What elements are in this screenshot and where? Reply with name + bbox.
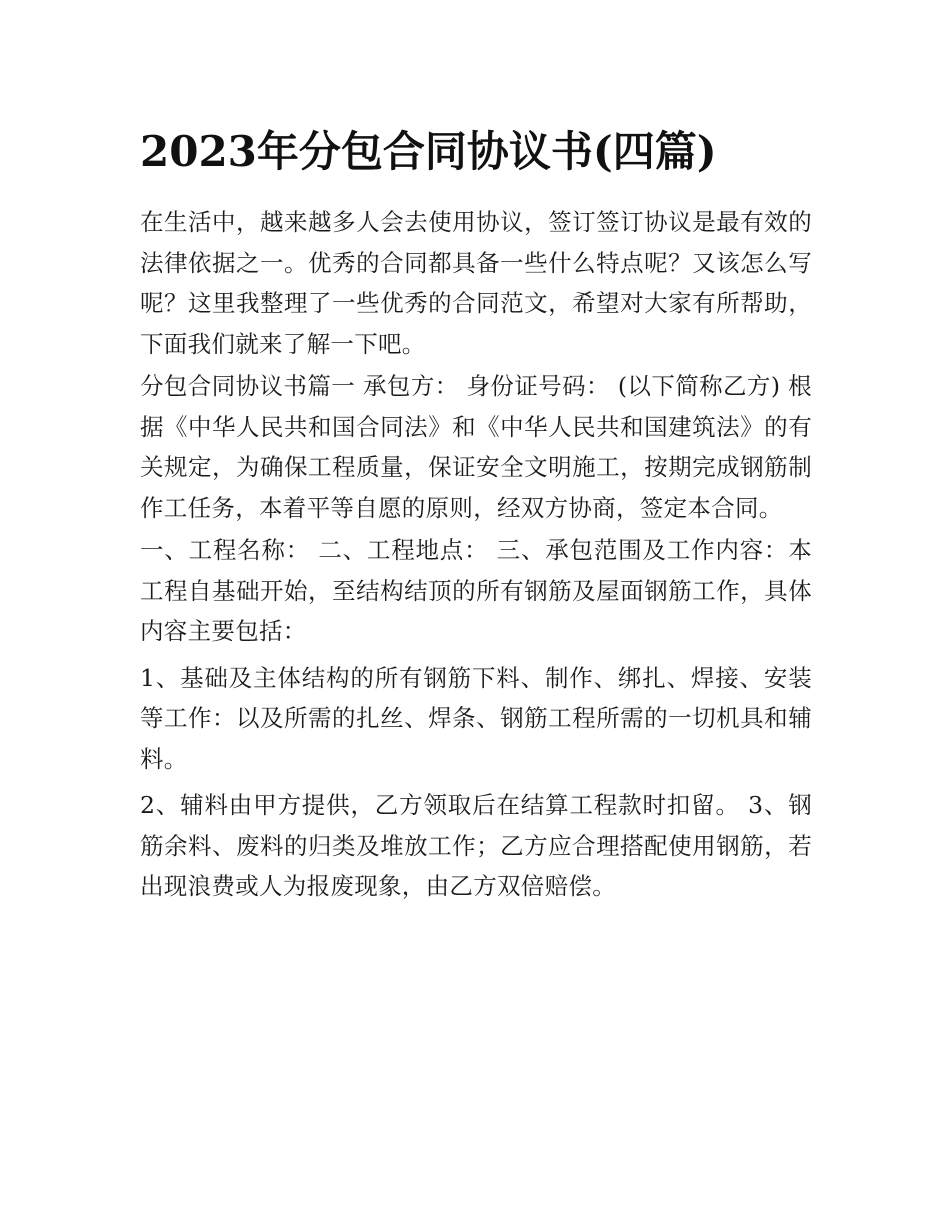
project-scope-paragraph: 一、工程名称： 二、工程地点： 三、承包范围及工作内容：本工程自基础开始，至结构结顶的所有钢筋及屋面钢筋工作，具体内容主要包括： xyxy=(140,536,812,645)
scope-item-1-paragraph: 1、基础及主体结构的所有钢筋下料、制作、绑扎、焊接、安装等工作：以及所需的扎丝、焊条、钢筋工程所需的一切机具和辅料。 xyxy=(140,663,812,773)
document-title: 2023年分包合同协议书(四篇) xyxy=(140,127,717,176)
document-body xyxy=(140,118,812,907)
intro-paragraph: 在生活中，越来越多人会去使用协议，签订签订协议是最有效的法律依据之一。优秀的合同都具备一些什么特点呢？又该怎么写呢？这里我整理了一些优秀的合同范文，希望对大家有所帮助，下面我们就来了解一下吧。 xyxy=(140,208,812,358)
scope-item-2-3-paragraph: 2、辅料由甲方提供，乙方领取后在结算工程款时扣留。 3、钢筋余料、废料的归类及堆放工作；乙方应合理搭配使用钢筋，若出现浪费或人为报废现象，由乙方双倍赔偿。 xyxy=(140,791,812,900)
contract-preamble-paragraph: 分包合同协议书篇一 承包方： 身份证号码： (以下简称乙方) 根据《中华人民共和国合同法》和《中华人民共和国建筑法》的有关规定，为确保工程质量，保证安全文明施工，按期完成钢筋制作工任务，本着平等自愿的原则，经双方协商，签定本合同。 xyxy=(140,372,812,522)
